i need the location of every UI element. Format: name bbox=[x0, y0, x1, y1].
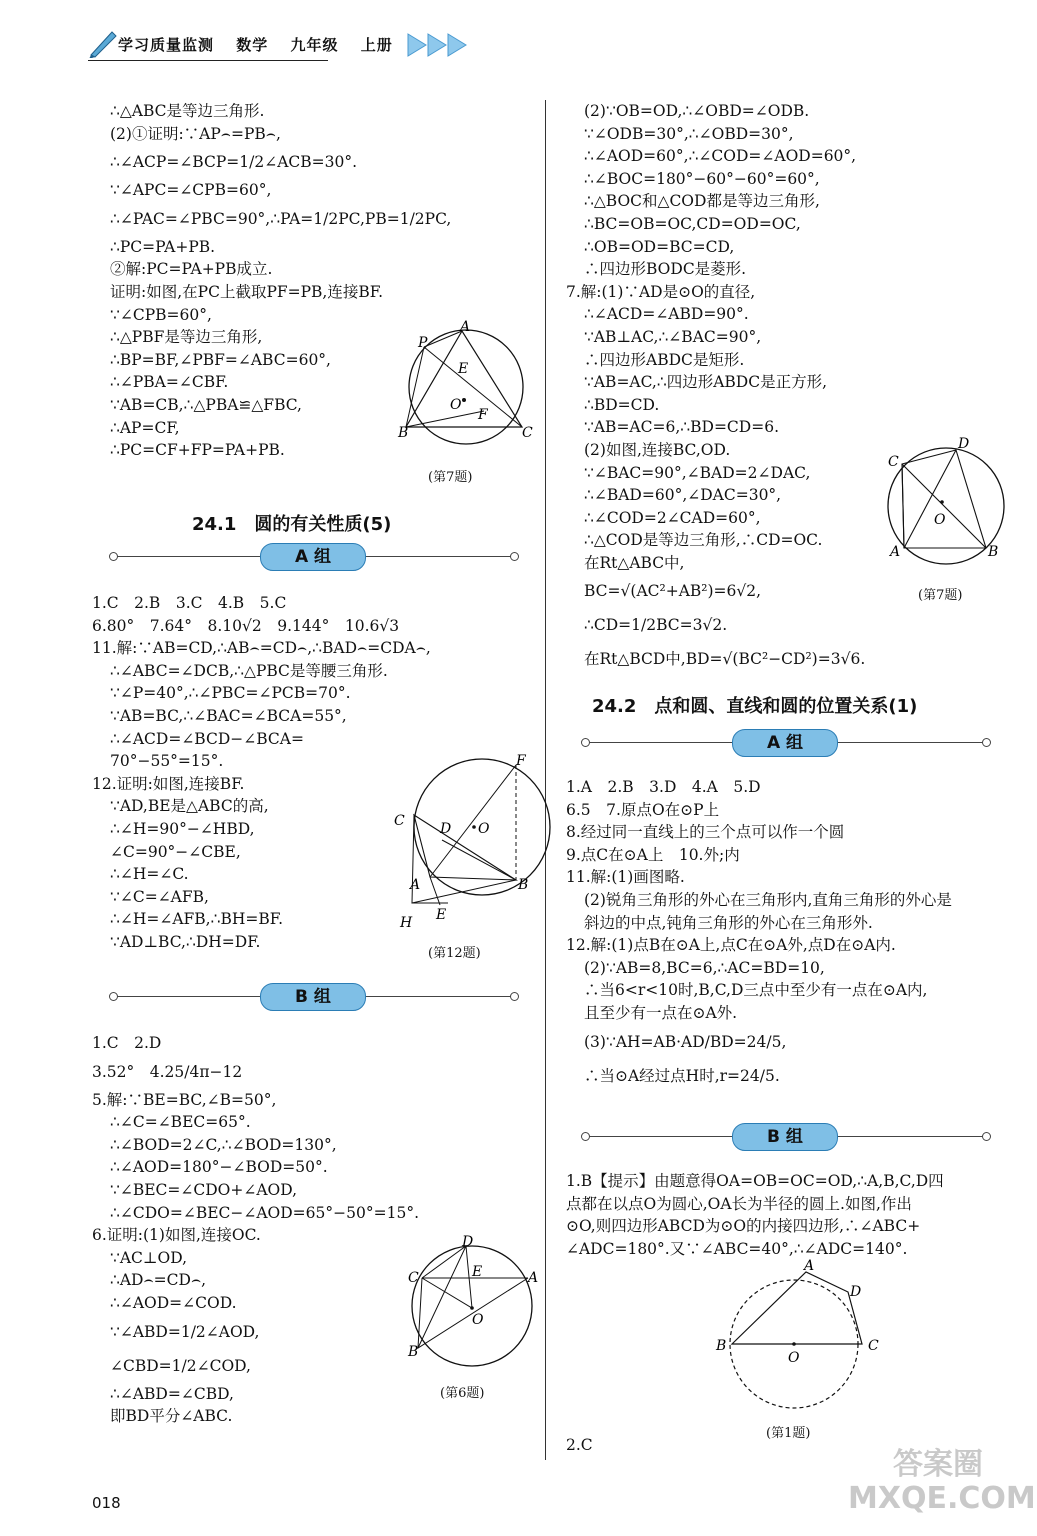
text-line: 在Rt△ABC中, bbox=[584, 553, 685, 572]
group-b-label: B 组 bbox=[260, 983, 366, 1011]
text-line: ∵∠ODB=30°,∴∠OBD=30°, bbox=[584, 124, 794, 143]
answer-line: ∵AD⊥BC,∴DH=DF. bbox=[110, 932, 261, 951]
svg-text:D: D bbox=[850, 1284, 862, 1300]
svg-text:C: C bbox=[522, 425, 533, 441]
answer-line: 1.A 2.B 3.D 4.A 5.D bbox=[566, 778, 761, 796]
svg-text:O: O bbox=[788, 1350, 800, 1366]
page-number: 018 bbox=[92, 1494, 121, 1512]
text-line: ②解:PC=PA+PB成立. bbox=[110, 260, 273, 279]
text-line: ∴BC=OB=OC,CD=OD=OC, bbox=[584, 214, 801, 233]
answer-line: (2)锐角三角形的外心在三角形内,直角三角形的外心是 bbox=[584, 890, 952, 909]
group-a-divider-right bbox=[584, 728, 988, 758]
left-group-b-block bbox=[92, 1032, 532, 1428]
answer-line: ∵∠P=40°,∴∠PBC=∠PCB=70°. bbox=[110, 684, 351, 703]
figure-6 bbox=[400, 1236, 540, 1366]
svg-text:A: A bbox=[890, 544, 901, 560]
svg-text:E: E bbox=[472, 1264, 483, 1280]
watermark: 答案圈 MXQE.COM bbox=[848, 1447, 1036, 1516]
svg-text:A: A bbox=[528, 1270, 539, 1286]
answer-line: (3)∵AH=AB·AD/BD=24/5, bbox=[584, 1032, 787, 1051]
svg-text:D: D bbox=[440, 821, 452, 837]
header-volume: 上册 bbox=[360, 36, 393, 54]
header-text bbox=[118, 34, 409, 55]
answer-line: ∴∠H=∠AFB,∴BH=BF. bbox=[110, 910, 284, 929]
figure-12 bbox=[392, 755, 537, 935]
figure-12-caption: (第12题) bbox=[428, 946, 481, 961]
group-b-divider-right bbox=[584, 1122, 988, 1152]
svg-text:C: C bbox=[408, 1270, 419, 1286]
answer-line: 5.解:∵BE=BC,∠B=50°, bbox=[92, 1090, 277, 1109]
text-line: ∴∠ACD=∠ABD=90°. bbox=[584, 305, 749, 324]
group-a-label: A 组 bbox=[260, 543, 366, 571]
svg-text:D: D bbox=[462, 1234, 474, 1250]
right-group-b-block bbox=[566, 1170, 1014, 1260]
text-line: ∵∠BAC=90°,∠BAD=2∠DAC, bbox=[584, 463, 811, 482]
text-line: (2)∵OB=OD,∴∠OBD=∠ODB. bbox=[584, 102, 810, 120]
header-grade: 九年级 bbox=[290, 36, 339, 54]
svg-text:B: B bbox=[518, 877, 529, 893]
answer-line: 1.C 2.D bbox=[92, 1034, 162, 1052]
answer-line: ∵AB=BC,∴∠BAC=∠BCA=55°, bbox=[110, 706, 347, 725]
text-line: ∵AB⊥AC,∴∠BAC=90°, bbox=[584, 327, 762, 346]
svg-text:C: C bbox=[888, 454, 899, 470]
right-group-a-block bbox=[566, 776, 1014, 1093]
group-a-divider bbox=[112, 542, 516, 572]
text-line: ∴OB=OD=BC=CD, bbox=[584, 237, 735, 256]
answer-line: ∴当6<r<10时,B,C,D三点中至少有一点在⊙A内, bbox=[584, 981, 928, 1000]
answer-line: ∵∠C=∠AFB, bbox=[110, 887, 209, 906]
answer-line: 11.解:∵AB=CD,∴AB⌢=CD⌢,∴BAD⌢=CDA⌢, bbox=[92, 639, 431, 658]
svg-text:F: F bbox=[516, 753, 526, 769]
answer-line: 2.C bbox=[566, 1436, 593, 1454]
answer-line: 6.80° 7.64° 8.10√2 9.144° 10.6√3 bbox=[92, 616, 400, 635]
answer-line: ∴当⊙A经过点H时,r=24/5. bbox=[584, 1066, 780, 1085]
answer-line: (2)∵AB=8,BC=6,∴AC=BD=10, bbox=[584, 958, 825, 977]
text-line: ∵∠APC=∠CPB=60°, bbox=[110, 181, 272, 200]
answer-line: 3.52° 4.25/4π−12 bbox=[92, 1062, 243, 1081]
answer-line: ∠ADC=180°.又∵∠ABC=40°,∴∠ADC=140°. bbox=[566, 1239, 908, 1258]
text-line: 证明:如图,在PC上截取PF=PB,连接BF. bbox=[110, 282, 384, 301]
text-line: (2)①证明:∵AP⌢=PB⌢, bbox=[110, 124, 281, 143]
answer-line: ∴∠AOD=180°−∠BOD=50°. bbox=[110, 1158, 328, 1177]
text-line: ∴四边形ABDC是矩形. bbox=[584, 350, 745, 369]
figure-7-right-caption: (第7题) bbox=[918, 588, 963, 603]
answer-line: 70°−55°=15°. bbox=[110, 752, 224, 771]
svg-text:E: E bbox=[458, 361, 469, 377]
svg-text:B: B bbox=[408, 1344, 419, 1360]
text-line: 在Rt△BCD中,BD=√(BC²−CD²)=3√6. bbox=[584, 650, 866, 669]
page-header bbox=[88, 28, 488, 62]
group-a-label-right: A 组 bbox=[732, 729, 838, 757]
answer-line: ∵∠ABD=1/2∠AOD, bbox=[110, 1322, 260, 1341]
text-line: ∵∠CPB=60°, bbox=[110, 305, 212, 324]
svg-text:O: O bbox=[478, 821, 490, 837]
svg-text:C: C bbox=[394, 813, 405, 829]
answer-line: 11.解:(1)画图略. bbox=[566, 868, 685, 887]
answer-line: 1.C 2.B 3.C 4.B 5.C bbox=[92, 594, 287, 612]
answer-line: ∴AD⌢=CD⌢, bbox=[110, 1271, 207, 1290]
answer-line: 即BD平分∠ABC. bbox=[110, 1407, 233, 1426]
text-line: ∵AB=CB,∴△PBA≌△FBC, bbox=[110, 395, 302, 414]
header-subject: 数学 bbox=[236, 36, 269, 54]
column-divider bbox=[545, 100, 546, 1460]
answer-line: ∴∠ACD=∠BCD−∠BCA= bbox=[110, 729, 304, 748]
text-line: ∴∠ACP=∠BCP=1/2∠ACB=30°. bbox=[110, 153, 358, 172]
text-line: ∴PC=PA+PB. bbox=[110, 237, 216, 256]
svg-text:O: O bbox=[450, 397, 462, 413]
answer-line: 8.经过同一直线上的三个点可以作一个圆 bbox=[566, 823, 845, 842]
answer-line: ∴∠ABC=∠DCB,∴△PBC是等腰三角形. bbox=[110, 661, 388, 680]
answer-line: ∴∠H=90°−∠HBD, bbox=[110, 819, 255, 838]
svg-text:F: F bbox=[478, 407, 488, 423]
text-line: ∴△PBF是等边三角形, bbox=[110, 328, 263, 347]
text-line: ∵AB=AC,∴四边形ABDC是正方形, bbox=[584, 373, 828, 392]
answer-line: 且至少有一点在⊙A外. bbox=[584, 1003, 738, 1022]
svg-text:B: B bbox=[988, 544, 999, 560]
figure-7-right bbox=[882, 436, 1022, 570]
figure-1 bbox=[712, 1258, 892, 1412]
text-line: ∴BP=BF,∠PBF=∠ABC=60°, bbox=[110, 350, 331, 369]
answer-line: ∴∠ABD=∠CBD, bbox=[110, 1384, 234, 1403]
text-line: ∴∠BOC=180°−60°−60°=60°, bbox=[584, 169, 820, 188]
header-rule bbox=[88, 60, 328, 61]
text-line: ∴AP=CF, bbox=[110, 418, 180, 437]
figure-7-caption: (第7题) bbox=[428, 470, 473, 485]
answer-line: 斜边的中点,钝角三角形的外心在三角形外. bbox=[584, 913, 873, 932]
answer-line: ∵AC⊥OD, bbox=[110, 1248, 188, 1267]
group-b-divider bbox=[112, 982, 516, 1012]
svg-text:P: P bbox=[418, 335, 428, 351]
text-line: ∴∠COD=2∠CAD=60°, bbox=[584, 508, 761, 527]
text-line: ∵AB=AC=6,∴BD=CD=6. bbox=[584, 418, 779, 437]
svg-text:D: D bbox=[958, 436, 970, 452]
figure-6-caption: (第6题) bbox=[440, 1386, 485, 1401]
text-line: ∴四边形BODC是菱形. bbox=[584, 260, 747, 279]
figure-7-left bbox=[398, 319, 538, 455]
svg-text:O: O bbox=[472, 1312, 484, 1328]
answer-line: ∵AD,BE是△ABC的高, bbox=[110, 797, 269, 816]
text-line: ∴△ABC是等边三角形. bbox=[110, 102, 265, 120]
header-arrows-icon bbox=[406, 32, 476, 58]
answer-line: 6.5 7.原点O在⊙P上 bbox=[566, 800, 720, 819]
answer-line: 6.证明:(1)如图,连接OC. bbox=[92, 1226, 261, 1245]
text-line: 7.解:(1)∵AD是⊙O的直径, bbox=[566, 282, 756, 301]
svg-text:O: O bbox=[934, 512, 946, 528]
right-last-line bbox=[566, 1434, 626, 1457]
text-line: ∴BD=CD. bbox=[584, 395, 660, 414]
svg-text:H: H bbox=[400, 915, 413, 931]
answer-line: ∴∠C=∠BEC=65°. bbox=[110, 1113, 251, 1132]
section-title-24-1: 24.1 圆的有关性质(5) bbox=[192, 514, 392, 535]
text-line: ∴∠PBA=∠CBF. bbox=[110, 373, 229, 392]
text-line: ∴△COD是等边三角形,∴CD=OC. bbox=[584, 531, 823, 550]
answer-line: ∴∠AOD=∠COD. bbox=[110, 1293, 237, 1312]
text-line: BC=√(AC²+AB²)=6√2, bbox=[584, 582, 762, 601]
answer-line: ∠C=90°−∠CBE, bbox=[110, 842, 241, 861]
text-line: ∴∠BAD=60°,∠DAC=30°, bbox=[584, 486, 782, 505]
svg-text:A: A bbox=[804, 1258, 815, 1274]
svg-text:A: A bbox=[460, 319, 471, 335]
answer-line: 9.点C在⊙A上 10.外;内 bbox=[566, 845, 740, 864]
answer-line: ∴∠CDO=∠BEC−∠AOD=65°−50°=15°. bbox=[110, 1203, 419, 1222]
answer-line: 12.解:(1)点B在⊙A上,点C在⊙A外,点D在⊙A内. bbox=[566, 936, 896, 955]
group-b-label-right: B 组 bbox=[732, 1123, 838, 1151]
svg-text:B: B bbox=[398, 425, 409, 441]
figure-1-caption: (第1题) bbox=[766, 1426, 811, 1441]
answer-line: 点都在以点O为圆心,OA长为半径的圆上.如图,作出 bbox=[566, 1194, 912, 1213]
answer-line: 12.证明:如图,连接BF. bbox=[92, 774, 245, 793]
section-title-24-2: 24.2 点和圆、直线和圆的位置关系(1) bbox=[592, 696, 918, 717]
header-series: 学习质量监测 bbox=[118, 36, 215, 54]
answer-line: ∴∠BOD=2∠C,∴∠BOD=130°, bbox=[110, 1135, 337, 1154]
pen-icon bbox=[88, 28, 118, 58]
svg-text:B: B bbox=[716, 1338, 727, 1354]
text-line: ∴CD=1/2BC=3√2. bbox=[584, 616, 728, 635]
text-line: ∴PC=CF+FP=PA+PB. bbox=[110, 441, 285, 460]
text-line: ∴∠PAC=∠PBC=90°,∴PA=1/2PC,PB=1/2PC, bbox=[110, 209, 452, 228]
svg-text:A: A bbox=[410, 877, 421, 893]
answer-line: ∴∠H=∠C. bbox=[110, 865, 189, 884]
text-line: ∴∠AOD=60°,∴∠COD=∠AOD=60°, bbox=[584, 147, 857, 166]
svg-text:C: C bbox=[868, 1338, 879, 1354]
answer-line: ∠CBD=1/2∠COD, bbox=[110, 1356, 251, 1375]
text-line: (2)如图,连接BC,OD. bbox=[584, 440, 731, 459]
answer-line: 1.B【提示】由题意得OA=OB=OC=OD,∴A,B,C,D四 bbox=[566, 1172, 944, 1190]
answer-line: ∵∠BEC=∠CDO+∠AOD, bbox=[110, 1180, 298, 1199]
answer-line: ⊙O,则四边形ABCD为⊙O的内接四边形,∴∠ABC+ bbox=[566, 1217, 921, 1236]
text-line: ∴△BOC和△COD都是等边三角形, bbox=[584, 192, 820, 211]
svg-text:E: E bbox=[436, 907, 447, 923]
